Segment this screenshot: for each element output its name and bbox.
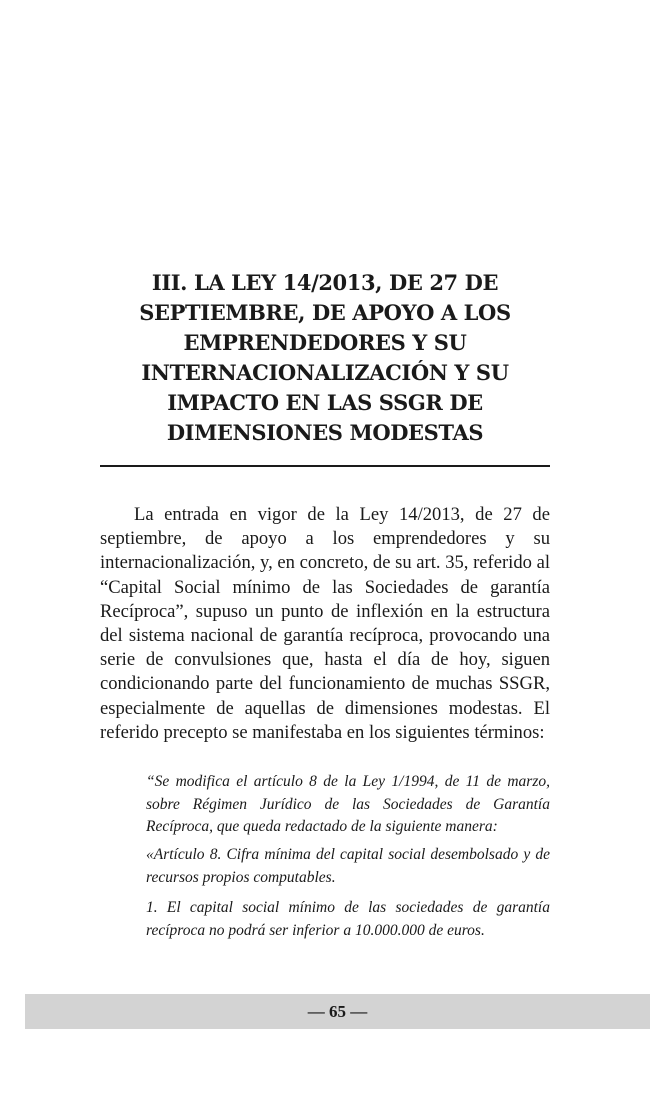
quote-paragraph-1: “Se modifica el artículo 8 de la Ley 1/1994, de 11 de marzo, sobre Régimen Jurídico de las Sociedades de Garantía Recíproca, que queda redactado de la siguiente manera: [146,773,550,835]
page-number: — 65 — [307,1002,368,1021]
quote-paragraph-3: 1. El capital social mínimo de las sociedades de garantía recíproca no podrá ser inferior a 10.000.000 de euros. [146,899,550,939]
quote-paragraph-2: «Artículo 8. Cifra mínima del capital social desembolsado y de recursos propios computables. [146,846,550,886]
title-divider [100,465,550,467]
footer-band [25,994,650,1029]
chapter-title: III. LA LEY 14/2013, DE 27 DE SEPTIEMBRE, DE APOYO A LOS EMPRENDEDORES Y SU INTERNACIONALIZACIÓN Y SU IMPACTO EN LAS SSGR DE DIMENSIONES MODESTAS [139,270,511,445]
body-paragraph: La entrada en vigor de la Ley 14/2013, de 27 de septiembre, de apoyo a los emprendedores y su internacionalización, y, en concreto, de su art. 35, referido al “Capital Social mínimo de las Sociedades de garantía Recíproca”, supuso un punto de inflexión en la estructura del sistema nacional de garantía recíproca, provocando una serie de convulsiones que, hasta el día de hoy, siguen condicionando parte del funcionamiento de muchas SSGR, especialmente de aquellas de dimensiones modestas. El referido precepto se manifestaba en los siguientes términos: [100,504,551,743]
